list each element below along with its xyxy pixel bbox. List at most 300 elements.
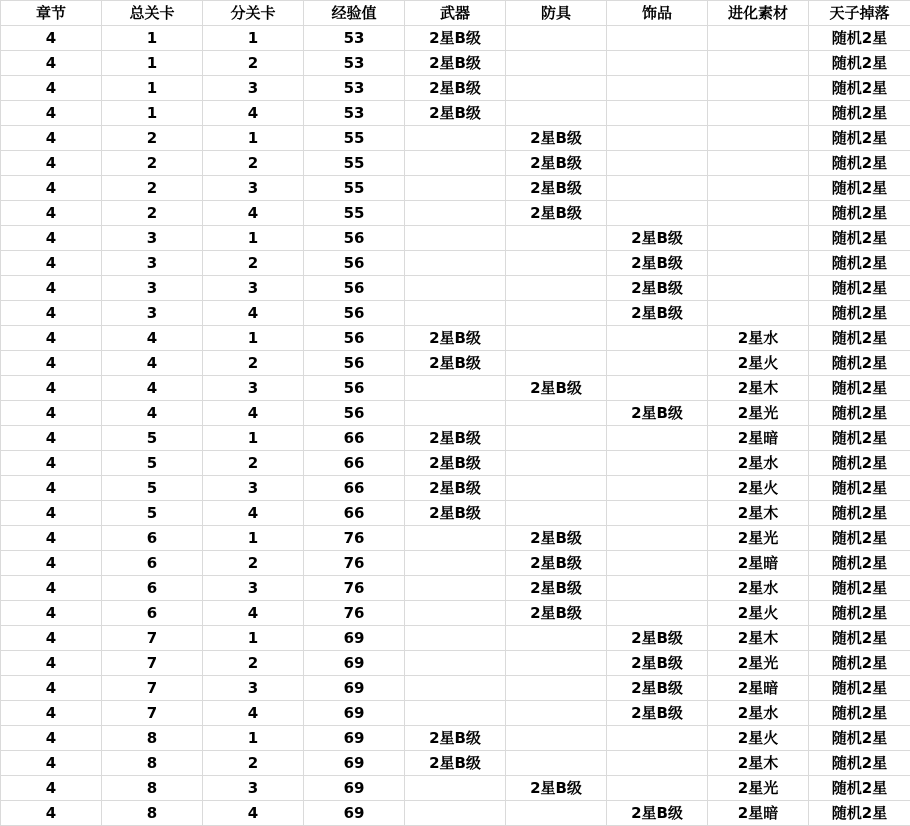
cell-exp[interactable]: 53 xyxy=(304,76,405,101)
cell-total-stage[interactable]: 5 xyxy=(102,501,203,526)
cell-tianzi-drop[interactable]: 随机2星 xyxy=(809,276,910,301)
cell-tianzi-drop[interactable]: 随机2星 xyxy=(809,751,910,776)
cell-armor[interactable]: 2星B级 xyxy=(506,776,607,801)
cell-evolution-material[interactable] xyxy=(708,226,809,251)
cell-armor[interactable]: 2星B级 xyxy=(506,126,607,151)
cell-total-stage[interactable]: 8 xyxy=(102,776,203,801)
cell-total-stage[interactable]: 2 xyxy=(102,151,203,176)
cell-evolution-material[interactable] xyxy=(708,176,809,201)
cell-total-stage[interactable]: 4 xyxy=(102,351,203,376)
cell-sub-stage[interactable]: 1 xyxy=(203,326,304,351)
cell-evolution-material[interactable]: 2星暗 xyxy=(708,676,809,701)
cell-weapon[interactable] xyxy=(405,801,506,826)
cell-chapter[interactable]: 4 xyxy=(1,526,102,551)
cell-tianzi-drop[interactable]: 随机2星 xyxy=(809,201,910,226)
column-header-accessory[interactable]: 饰品 xyxy=(607,1,708,26)
cell-weapon[interactable] xyxy=(405,776,506,801)
cell-total-stage[interactable]: 7 xyxy=(102,651,203,676)
cell-sub-stage[interactable]: 3 xyxy=(203,476,304,501)
cell-tianzi-drop[interactable]: 随机2星 xyxy=(809,501,910,526)
cell-tianzi-drop[interactable]: 随机2星 xyxy=(809,126,910,151)
cell-sub-stage[interactable]: 4 xyxy=(203,301,304,326)
cell-accessory[interactable] xyxy=(607,201,708,226)
cell-sub-stage[interactable]: 4 xyxy=(203,401,304,426)
cell-sub-stage[interactable]: 4 xyxy=(203,201,304,226)
cell-exp[interactable]: 53 xyxy=(304,26,405,51)
cell-exp[interactable]: 56 xyxy=(304,326,405,351)
cell-tianzi-drop[interactable]: 随机2星 xyxy=(809,151,910,176)
table-row xyxy=(1,651,910,676)
cell-chapter[interactable]: 4 xyxy=(1,276,102,301)
cell-total-stage[interactable]: 7 xyxy=(102,676,203,701)
cell-accessory[interactable] xyxy=(607,501,708,526)
cell-tianzi-drop[interactable]: 随机2星 xyxy=(809,401,910,426)
cell-total-stage[interactable]: 3 xyxy=(102,251,203,276)
cell-total-stage[interactable]: 5 xyxy=(102,476,203,501)
cell-accessory[interactable] xyxy=(607,76,708,101)
cell-total-stage[interactable]: 7 xyxy=(102,626,203,651)
cell-exp[interactable]: 76 xyxy=(304,526,405,551)
cell-weapon[interactable] xyxy=(405,251,506,276)
cell-chapter[interactable]: 4 xyxy=(1,801,102,826)
cell-sub-stage[interactable]: 3 xyxy=(203,176,304,201)
cell-evolution-material[interactable]: 2星木 xyxy=(708,501,809,526)
cell-chapter[interactable]: 4 xyxy=(1,701,102,726)
cell-evolution-material[interactable]: 2星火 xyxy=(708,726,809,751)
cell-exp[interactable]: 76 xyxy=(304,551,405,576)
cell-sub-stage[interactable]: 1 xyxy=(203,126,304,151)
cell-total-stage[interactable]: 1 xyxy=(102,26,203,51)
cell-exp[interactable]: 69 xyxy=(304,751,405,776)
cell-tianzi-drop[interactable]: 随机2星 xyxy=(809,526,910,551)
cell-exp[interactable]: 69 xyxy=(304,676,405,701)
cell-accessory[interactable] xyxy=(607,476,708,501)
cell-total-stage[interactable]: 3 xyxy=(102,301,203,326)
cell-weapon[interactable] xyxy=(405,176,506,201)
cell-accessory[interactable]: 2星B级 xyxy=(607,651,708,676)
cell-total-stage[interactable]: 2 xyxy=(102,126,203,151)
cell-armor[interactable] xyxy=(506,726,607,751)
cell-weapon[interactable]: 2星B级 xyxy=(405,76,506,101)
cell-exp[interactable]: 66 xyxy=(304,501,405,526)
cell-weapon[interactable] xyxy=(405,151,506,176)
cell-sub-stage[interactable]: 2 xyxy=(203,251,304,276)
cell-total-stage[interactable]: 6 xyxy=(102,551,203,576)
cell-tianzi-drop[interactable]: 随机2星 xyxy=(809,301,910,326)
cell-evolution-material[interactable] xyxy=(708,301,809,326)
cell-sub-stage[interactable]: 2 xyxy=(203,651,304,676)
cell-chapter[interactable]: 4 xyxy=(1,776,102,801)
cell-armor[interactable] xyxy=(506,276,607,301)
cell-tianzi-drop[interactable]: 随机2星 xyxy=(809,601,910,626)
cell-chapter[interactable]: 4 xyxy=(1,251,102,276)
cell-armor[interactable]: 2星B级 xyxy=(506,526,607,551)
cell-weapon[interactable] xyxy=(405,126,506,151)
cell-sub-stage[interactable]: 3 xyxy=(203,676,304,701)
cell-total-stage[interactable]: 8 xyxy=(102,751,203,776)
cell-armor[interactable] xyxy=(506,401,607,426)
cell-weapon[interactable]: 2星B级 xyxy=(405,751,506,776)
cell-exp[interactable]: 56 xyxy=(304,226,405,251)
table-row xyxy=(1,76,910,101)
cell-exp[interactable]: 76 xyxy=(304,601,405,626)
cell-accessory[interactable]: 2星B级 xyxy=(607,401,708,426)
cell-accessory[interactable]: 2星B级 xyxy=(607,676,708,701)
cell-tianzi-drop[interactable]: 随机2星 xyxy=(809,51,910,76)
cell-exp[interactable]: 69 xyxy=(304,726,405,751)
cell-tianzi-drop[interactable]: 随机2星 xyxy=(809,101,910,126)
column-header-armor[interactable]: 防具 xyxy=(506,1,607,26)
cell-tianzi-drop[interactable]: 随机2星 xyxy=(809,351,910,376)
cell-exp[interactable]: 66 xyxy=(304,426,405,451)
cell-tianzi-drop[interactable]: 随机2星 xyxy=(809,226,910,251)
column-header-exp[interactable]: 经验值 xyxy=(304,1,405,26)
cell-sub-stage[interactable]: 2 xyxy=(203,51,304,76)
cell-accessory[interactable]: 2星B级 xyxy=(607,626,708,651)
cell-evolution-material[interactable]: 2星木 xyxy=(708,376,809,401)
cell-total-stage[interactable]: 8 xyxy=(102,801,203,826)
cell-tianzi-drop[interactable]: 随机2星 xyxy=(809,701,910,726)
cell-exp[interactable]: 56 xyxy=(304,301,405,326)
cell-chapter[interactable]: 4 xyxy=(1,426,102,451)
cell-armor[interactable] xyxy=(506,426,607,451)
cell-total-stage[interactable]: 5 xyxy=(102,451,203,476)
cell-chapter[interactable]: 4 xyxy=(1,726,102,751)
cell-armor[interactable] xyxy=(506,26,607,51)
cell-total-stage[interactable]: 4 xyxy=(102,326,203,351)
cell-tianzi-drop[interactable]: 随机2星 xyxy=(809,576,910,601)
cell-weapon[interactable] xyxy=(405,601,506,626)
cell-tianzi-drop[interactable]: 随机2星 xyxy=(809,426,910,451)
cell-evolution-material[interactable] xyxy=(708,126,809,151)
cell-accessory[interactable]: 2星B级 xyxy=(607,276,708,301)
cell-weapon[interactable]: 2星B级 xyxy=(405,501,506,526)
cell-weapon[interactable]: 2星B级 xyxy=(405,51,506,76)
cell-sub-stage[interactable]: 3 xyxy=(203,776,304,801)
cell-chapter[interactable]: 4 xyxy=(1,501,102,526)
cell-accessory[interactable] xyxy=(607,51,708,76)
cell-weapon[interactable]: 2星B级 xyxy=(405,326,506,351)
cell-accessory[interactable]: 2星B级 xyxy=(607,226,708,251)
cell-weapon[interactable]: 2星B级 xyxy=(405,726,506,751)
cell-evolution-material[interactable] xyxy=(708,201,809,226)
cell-exp[interactable]: 56 xyxy=(304,276,405,301)
cell-exp[interactable]: 53 xyxy=(304,101,405,126)
cell-evolution-material[interactable]: 2星暗 xyxy=(708,426,809,451)
cell-sub-stage[interactable]: 4 xyxy=(203,701,304,726)
cell-accessory[interactable] xyxy=(607,151,708,176)
cell-tianzi-drop[interactable]: 随机2星 xyxy=(809,476,910,501)
cell-sub-stage[interactable]: 1 xyxy=(203,726,304,751)
cell-tianzi-drop[interactable]: 随机2星 xyxy=(809,626,910,651)
cell-evolution-material[interactable] xyxy=(708,151,809,176)
cell-accessory[interactable] xyxy=(607,126,708,151)
cell-accessory[interactable] xyxy=(607,326,708,351)
column-header-total-stage[interactable]: 总关卡 xyxy=(102,1,203,26)
cell-total-stage[interactable]: 6 xyxy=(102,526,203,551)
cell-weapon[interactable] xyxy=(405,701,506,726)
cell-sub-stage[interactable]: 1 xyxy=(203,526,304,551)
cell-total-stage[interactable]: 3 xyxy=(102,226,203,251)
cell-total-stage[interactable]: 2 xyxy=(102,201,203,226)
cell-tianzi-drop[interactable]: 随机2星 xyxy=(809,76,910,101)
cell-exp[interactable]: 55 xyxy=(304,151,405,176)
cell-chapter[interactable]: 4 xyxy=(1,551,102,576)
cell-weapon[interactable] xyxy=(405,301,506,326)
cell-accessory[interactable] xyxy=(607,576,708,601)
cell-chapter[interactable]: 4 xyxy=(1,451,102,476)
cell-armor[interactable] xyxy=(506,301,607,326)
cell-total-stage[interactable]: 5 xyxy=(102,426,203,451)
cell-accessory[interactable] xyxy=(607,726,708,751)
cell-chapter[interactable]: 4 xyxy=(1,401,102,426)
cell-armor[interactable]: 2星B级 xyxy=(506,376,607,401)
cell-armor[interactable]: 2星B级 xyxy=(506,176,607,201)
cell-armor[interactable] xyxy=(506,451,607,476)
cell-sub-stage[interactable]: 4 xyxy=(203,801,304,826)
cell-evolution-material[interactable] xyxy=(708,51,809,76)
cell-accessory[interactable]: 2星B级 xyxy=(607,801,708,826)
column-header-tianzi-drop[interactable]: 天子掉落 xyxy=(809,1,910,26)
cell-sub-stage[interactable]: 1 xyxy=(203,226,304,251)
cell-accessory[interactable] xyxy=(607,751,708,776)
cell-exp[interactable]: 69 xyxy=(304,776,405,801)
cell-tianzi-drop[interactable]: 随机2星 xyxy=(809,676,910,701)
cell-exp[interactable]: 69 xyxy=(304,651,405,676)
cell-evolution-material[interactable] xyxy=(708,251,809,276)
cell-sub-stage[interactable]: 2 xyxy=(203,751,304,776)
cell-tianzi-drop[interactable]: 随机2星 xyxy=(809,376,910,401)
cell-weapon[interactable] xyxy=(405,651,506,676)
cell-sub-stage[interactable]: 3 xyxy=(203,376,304,401)
cell-weapon[interactable]: 2星B级 xyxy=(405,351,506,376)
cell-sub-stage[interactable]: 4 xyxy=(203,601,304,626)
cell-accessory[interactable] xyxy=(607,601,708,626)
cell-weapon[interactable] xyxy=(405,401,506,426)
cell-evolution-material[interactable]: 2星光 xyxy=(708,401,809,426)
cell-evolution-material[interactable]: 2星火 xyxy=(708,351,809,376)
cell-sub-stage[interactable]: 2 xyxy=(203,351,304,376)
cell-total-stage[interactable]: 6 xyxy=(102,576,203,601)
cell-sub-stage[interactable]: 4 xyxy=(203,501,304,526)
cell-exp[interactable]: 56 xyxy=(304,251,405,276)
cell-accessory[interactable]: 2星B级 xyxy=(607,701,708,726)
cell-exp[interactable]: 76 xyxy=(304,576,405,601)
cell-sub-stage[interactable]: 4 xyxy=(203,101,304,126)
cell-sub-stage[interactable]: 2 xyxy=(203,551,304,576)
cell-chapter[interactable]: 4 xyxy=(1,351,102,376)
cell-weapon[interactable] xyxy=(405,676,506,701)
cell-tianzi-drop[interactable]: 随机2星 xyxy=(809,326,910,351)
cell-exp[interactable]: 56 xyxy=(304,401,405,426)
cell-armor[interactable] xyxy=(506,501,607,526)
cell-exp[interactable]: 53 xyxy=(304,51,405,76)
cell-weapon[interactable] xyxy=(405,576,506,601)
cell-total-stage[interactable]: 8 xyxy=(102,726,203,751)
cell-tianzi-drop[interactable]: 随机2星 xyxy=(809,176,910,201)
cell-armor[interactable] xyxy=(506,326,607,351)
cell-sub-stage[interactable]: 1 xyxy=(203,626,304,651)
cell-chapter[interactable]: 4 xyxy=(1,326,102,351)
cell-sub-stage[interactable]: 3 xyxy=(203,276,304,301)
cell-total-stage[interactable]: 4 xyxy=(102,401,203,426)
cell-evolution-material[interactable]: 2星水 xyxy=(708,576,809,601)
cell-chapter[interactable]: 4 xyxy=(1,126,102,151)
cell-total-stage[interactable]: 4 xyxy=(102,376,203,401)
cell-armor[interactable] xyxy=(506,651,607,676)
cell-accessory[interactable] xyxy=(607,426,708,451)
cell-chapter[interactable]: 4 xyxy=(1,151,102,176)
cell-accessory[interactable]: 2星B级 xyxy=(607,301,708,326)
cell-chapter[interactable]: 4 xyxy=(1,601,102,626)
cell-weapon[interactable]: 2星B级 xyxy=(405,476,506,501)
cell-chapter[interactable]: 4 xyxy=(1,226,102,251)
cell-evolution-material[interactable]: 2星光 xyxy=(708,526,809,551)
cell-exp[interactable]: 66 xyxy=(304,476,405,501)
cell-evolution-material[interactable]: 2星火 xyxy=(708,476,809,501)
cell-evolution-material[interactable]: 2星暗 xyxy=(708,801,809,826)
cell-armor[interactable] xyxy=(506,801,607,826)
cell-chapter[interactable]: 4 xyxy=(1,76,102,101)
cell-armor[interactable]: 2星B级 xyxy=(506,151,607,176)
cell-armor[interactable] xyxy=(506,101,607,126)
cell-weapon[interactable]: 2星B级 xyxy=(405,451,506,476)
column-header-weapon[interactable]: 武器 xyxy=(405,1,506,26)
cell-chapter[interactable]: 4 xyxy=(1,51,102,76)
cell-chapter[interactable]: 4 xyxy=(1,201,102,226)
cell-sub-stage[interactable]: 1 xyxy=(203,26,304,51)
cell-accessory[interactable] xyxy=(607,451,708,476)
cell-evolution-material[interactable]: 2星木 xyxy=(708,626,809,651)
cell-exp[interactable]: 69 xyxy=(304,701,405,726)
cell-exp[interactable]: 55 xyxy=(304,126,405,151)
cell-armor[interactable] xyxy=(506,701,607,726)
cell-total-stage[interactable]: 6 xyxy=(102,601,203,626)
cell-tianzi-drop[interactable]: 随机2星 xyxy=(809,451,910,476)
cell-chapter[interactable]: 4 xyxy=(1,176,102,201)
cell-chapter[interactable]: 4 xyxy=(1,376,102,401)
cell-evolution-material[interactable] xyxy=(708,101,809,126)
cell-accessory[interactable] xyxy=(607,526,708,551)
cell-weapon[interactable] xyxy=(405,626,506,651)
cell-chapter[interactable]: 4 xyxy=(1,476,102,501)
cell-exp[interactable]: 56 xyxy=(304,351,405,376)
cell-accessory[interactable] xyxy=(607,26,708,51)
cell-tianzi-drop[interactable]: 随机2星 xyxy=(809,251,910,276)
cell-exp[interactable]: 69 xyxy=(304,801,405,826)
cell-evolution-material[interactable]: 2星木 xyxy=(708,751,809,776)
cell-armor[interactable] xyxy=(506,751,607,776)
cell-total-stage[interactable]: 1 xyxy=(102,76,203,101)
cell-tianzi-drop[interactable]: 随机2星 xyxy=(809,551,910,576)
cell-total-stage[interactable]: 7 xyxy=(102,701,203,726)
cell-weapon[interactable]: 2星B级 xyxy=(405,101,506,126)
cell-accessory[interactable]: 2星B级 xyxy=(607,251,708,276)
cell-total-stage[interactable]: 3 xyxy=(102,276,203,301)
cell-evolution-material[interactable] xyxy=(708,76,809,101)
column-header-sub-stage[interactable]: 分关卡 xyxy=(203,1,304,26)
cell-evolution-material[interactable]: 2星暗 xyxy=(708,551,809,576)
cell-armor[interactable] xyxy=(506,76,607,101)
cell-chapter[interactable]: 4 xyxy=(1,626,102,651)
cell-sub-stage[interactable]: 3 xyxy=(203,76,304,101)
cell-tianzi-drop[interactable]: 随机2星 xyxy=(809,801,910,826)
cell-evolution-material[interactable]: 2星水 xyxy=(708,701,809,726)
cell-armor[interactable] xyxy=(506,51,607,76)
cell-armor[interactable]: 2星B级 xyxy=(506,551,607,576)
cell-armor[interactable]: 2星B级 xyxy=(506,601,607,626)
cell-sub-stage[interactable]: 2 xyxy=(203,151,304,176)
cell-chapter[interactable]: 4 xyxy=(1,101,102,126)
cell-chapter[interactable]: 4 xyxy=(1,301,102,326)
cell-total-stage[interactable]: 1 xyxy=(102,51,203,76)
cell-chapter[interactable]: 4 xyxy=(1,676,102,701)
cell-weapon[interactable] xyxy=(405,226,506,251)
cell-weapon[interactable] xyxy=(405,526,506,551)
cell-exp[interactable]: 69 xyxy=(304,626,405,651)
table-row xyxy=(1,151,910,176)
cell-weapon[interactable] xyxy=(405,276,506,301)
cell-armor[interactable] xyxy=(506,226,607,251)
cell-armor[interactable]: 2星B级 xyxy=(506,576,607,601)
cell-sub-stage[interactable]: 1 xyxy=(203,426,304,451)
cell-tianzi-drop[interactable]: 随机2星 xyxy=(809,776,910,801)
cell-evolution-material[interactable]: 2星水 xyxy=(708,451,809,476)
cell-tianzi-drop[interactable]: 随机2星 xyxy=(809,26,910,51)
column-header-chapter[interactable]: 章节 xyxy=(1,1,102,26)
cell-weapon[interactable]: 2星B级 xyxy=(405,426,506,451)
cell-total-stage[interactable]: 1 xyxy=(102,101,203,126)
cell-evolution-material[interactable]: 2星火 xyxy=(708,601,809,626)
cell-exp[interactable]: 56 xyxy=(304,376,405,401)
cell-sub-stage[interactable]: 3 xyxy=(203,576,304,601)
cell-chapter[interactable]: 4 xyxy=(1,26,102,51)
cell-tianzi-drop[interactable]: 随机2星 xyxy=(809,726,910,751)
cell-evolution-material[interactable]: 2星水 xyxy=(708,326,809,351)
cell-sub-stage[interactable]: 2 xyxy=(203,451,304,476)
cell-weapon[interactable]: 2星B级 xyxy=(405,26,506,51)
cell-armor[interactable] xyxy=(506,476,607,501)
cell-accessory[interactable] xyxy=(607,376,708,401)
cell-accessory[interactable] xyxy=(607,776,708,801)
cell-evolution-material[interactable] xyxy=(708,276,809,301)
cell-chapter[interactable]: 4 xyxy=(1,576,102,601)
cell-accessory[interactable] xyxy=(607,351,708,376)
cell-evolution-material[interactable]: 2星光 xyxy=(708,776,809,801)
cell-accessory[interactable] xyxy=(607,101,708,126)
cell-accessory[interactable] xyxy=(607,176,708,201)
cell-accessory[interactable] xyxy=(607,551,708,576)
cell-armor[interactable] xyxy=(506,251,607,276)
cell-exp[interactable]: 55 xyxy=(304,201,405,226)
cell-weapon[interactable] xyxy=(405,201,506,226)
cell-total-stage[interactable]: 2 xyxy=(102,176,203,201)
cell-armor[interactable] xyxy=(506,626,607,651)
cell-exp[interactable]: 55 xyxy=(304,176,405,201)
cell-armor[interactable]: 2星B级 xyxy=(506,201,607,226)
cell-chapter[interactable]: 4 xyxy=(1,651,102,676)
cell-armor[interactable] xyxy=(506,676,607,701)
cell-evolution-material[interactable]: 2星光 xyxy=(708,651,809,676)
cell-evolution-material[interactable] xyxy=(708,26,809,51)
cell-weapon[interactable] xyxy=(405,551,506,576)
column-header-evolution-material[interactable]: 进化素材 xyxy=(708,1,809,26)
cell-armor[interactable] xyxy=(506,351,607,376)
cell-tianzi-drop[interactable]: 随机2星 xyxy=(809,651,910,676)
cell-exp[interactable]: 66 xyxy=(304,451,405,476)
cell-chapter[interactable]: 4 xyxy=(1,751,102,776)
cell-weapon[interactable] xyxy=(405,376,506,401)
